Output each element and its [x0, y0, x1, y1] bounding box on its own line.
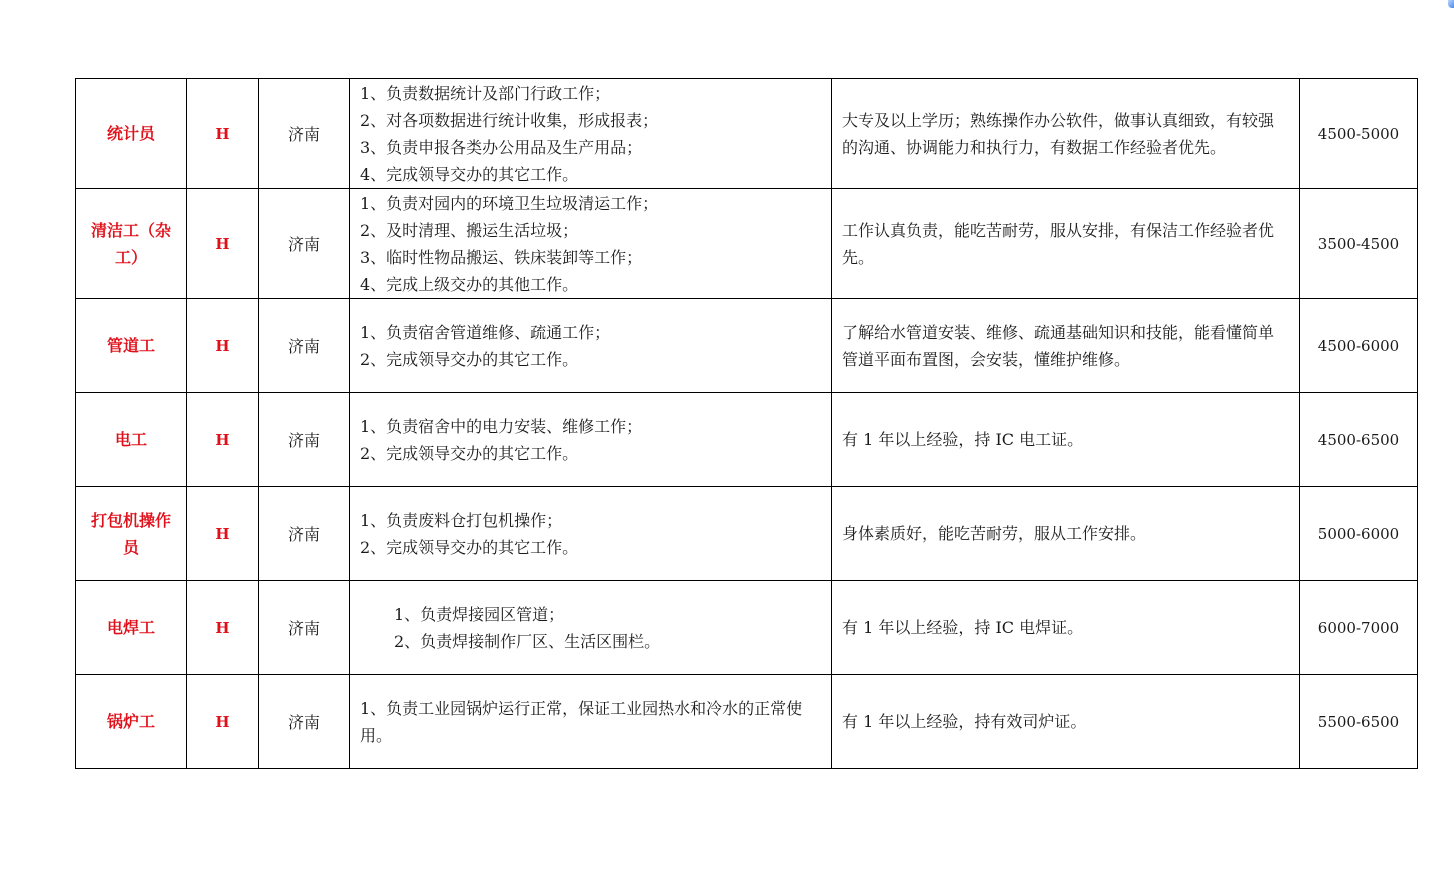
- job-title-cell: [76, 299, 187, 393]
- job-requirement: 大专及以上学历；熟练操作办公软件，做事认真细致，有较强的沟通、协调能力和执行力，有数据工作经验者优先。: [842, 110, 1275, 157]
- job-requirement-cell: [832, 581, 1300, 675]
- job-city: 济南: [259, 675, 350, 769]
- duty-line: 2、完成领导交办的其它工作。: [360, 443, 579, 463]
- job-requirement-cell: [832, 393, 1300, 487]
- duty-line: 2、对各项数据进行统计收集，形成报表；: [360, 110, 659, 130]
- duty-line: 1、负责工业园锅炉运行正常，保证工业园热水和冷水的正常使用。: [360, 698, 803, 745]
- job-title-cell: [76, 393, 187, 487]
- job-title-cell: [76, 79, 187, 189]
- job-title-cell: [76, 487, 187, 581]
- job-salary: 6000-7000: [1300, 581, 1418, 675]
- job-duties: [350, 581, 832, 675]
- job-grade: H: [187, 79, 259, 189]
- job-requirement: 了解给水管道安装、维修、疏通基础知识和技能，能看懂简单管道平面布置图，会安装，懂维护维修。: [842, 322, 1275, 369]
- job-salary: 5000-6000: [1300, 487, 1418, 581]
- duty-line: 1、负责数据统计及部门行政工作；: [360, 83, 611, 103]
- job-grade: H: [187, 299, 259, 393]
- job-duties: [350, 189, 832, 299]
- job-requirement-cell: [832, 79, 1300, 189]
- job-title: 锅炉工: [106, 712, 155, 731]
- job-requirement: 有 1 年以上经验，持 IC 电工证。: [842, 430, 1084, 449]
- corner-decoration: [1448, 0, 1454, 8]
- job-salary: 4500-6500: [1300, 393, 1418, 487]
- duty-line: 1、负责废料仓打包机操作；: [360, 510, 563, 530]
- table-row: [76, 487, 1418, 581]
- job-grade: H: [187, 675, 259, 769]
- job-title: 清洁工（杂工）: [90, 220, 171, 267]
- table-row: [76, 675, 1418, 769]
- job-requirement-cell: [832, 487, 1300, 581]
- job-duties: [350, 393, 832, 487]
- job-city: 济南: [259, 79, 350, 189]
- job-salary: 4500-5000: [1300, 79, 1418, 189]
- job-salary: 5500-6500: [1300, 675, 1418, 769]
- duty-line: 1、负责对园内的环境卫生垃圾清运工作；: [360, 193, 659, 213]
- duty-line: 3、临时性物品搬运、铁床装卸等工作；: [360, 247, 643, 267]
- job-city: 济南: [259, 393, 350, 487]
- job-title: 电工: [114, 430, 147, 449]
- duty-line: 2、完成领导交办的其它工作。: [360, 537, 579, 557]
- table-row: [76, 79, 1418, 189]
- job-requirement: 有 1 年以上经验，持有效司炉证。: [842, 712, 1087, 731]
- job-requirement-cell: [832, 299, 1300, 393]
- duty-line: 4、完成领导交办的其它工作。: [360, 164, 579, 184]
- job-title: 打包机操作员: [90, 510, 171, 557]
- table-row: [76, 393, 1418, 487]
- job-grade: H: [187, 487, 259, 581]
- job-listing-table: [75, 78, 1418, 769]
- job-grade: H: [187, 189, 259, 299]
- job-requirement-cell: [832, 675, 1300, 769]
- job-salary: 4500-6000: [1300, 299, 1418, 393]
- job-duties: [350, 299, 832, 393]
- job-requirement-cell: [832, 189, 1300, 299]
- table-row: [76, 299, 1418, 393]
- job-duties: [350, 79, 832, 189]
- duty-line: 3、负责申报各类办公用品及生产用品；: [360, 137, 643, 157]
- duty-line: 1、负责焊接园区管道；: [394, 604, 565, 624]
- job-requirement: 工作认真负责，能吃苦耐劳，服从安排，有保洁工作经验者优先。: [842, 220, 1275, 267]
- table-row: [76, 189, 1418, 299]
- job-requirement: 身体素质好，能吃苦耐劳，服从工作安排。: [842, 524, 1147, 543]
- job-title-cell: [76, 581, 187, 675]
- job-title: 管道工: [106, 336, 155, 355]
- duty-line: 2、负责焊接制作厂区、生活区围栏。: [394, 631, 661, 651]
- duty-line: 2、及时清理、搬运生活垃圾；: [360, 220, 579, 240]
- job-title: 电焊工: [106, 618, 155, 637]
- duty-line: 2、完成领导交办的其它工作。: [360, 349, 579, 369]
- table-row: [76, 581, 1418, 675]
- job-grade: H: [187, 393, 259, 487]
- job-city: 济南: [259, 581, 350, 675]
- job-salary: 3500-4500: [1300, 189, 1418, 299]
- job-duties: [350, 675, 832, 769]
- duty-line: 1、负责宿舍管道维修、疏通工作；: [360, 322, 611, 342]
- job-title-cell: [76, 675, 187, 769]
- job-grade: H: [187, 581, 259, 675]
- job-city: 济南: [259, 487, 350, 581]
- job-city: 济南: [259, 299, 350, 393]
- job-title-cell: [76, 189, 187, 299]
- job-title: 统计员: [106, 124, 155, 143]
- duty-line: 1、负责宿舍中的电力安装、维修工作；: [360, 416, 643, 436]
- job-city: 济南: [259, 189, 350, 299]
- job-duties: [350, 487, 832, 581]
- job-requirement: 有 1 年以上经验，持 IC 电焊证。: [842, 618, 1084, 637]
- duty-line: 4、完成上级交办的其他工作。: [360, 274, 579, 294]
